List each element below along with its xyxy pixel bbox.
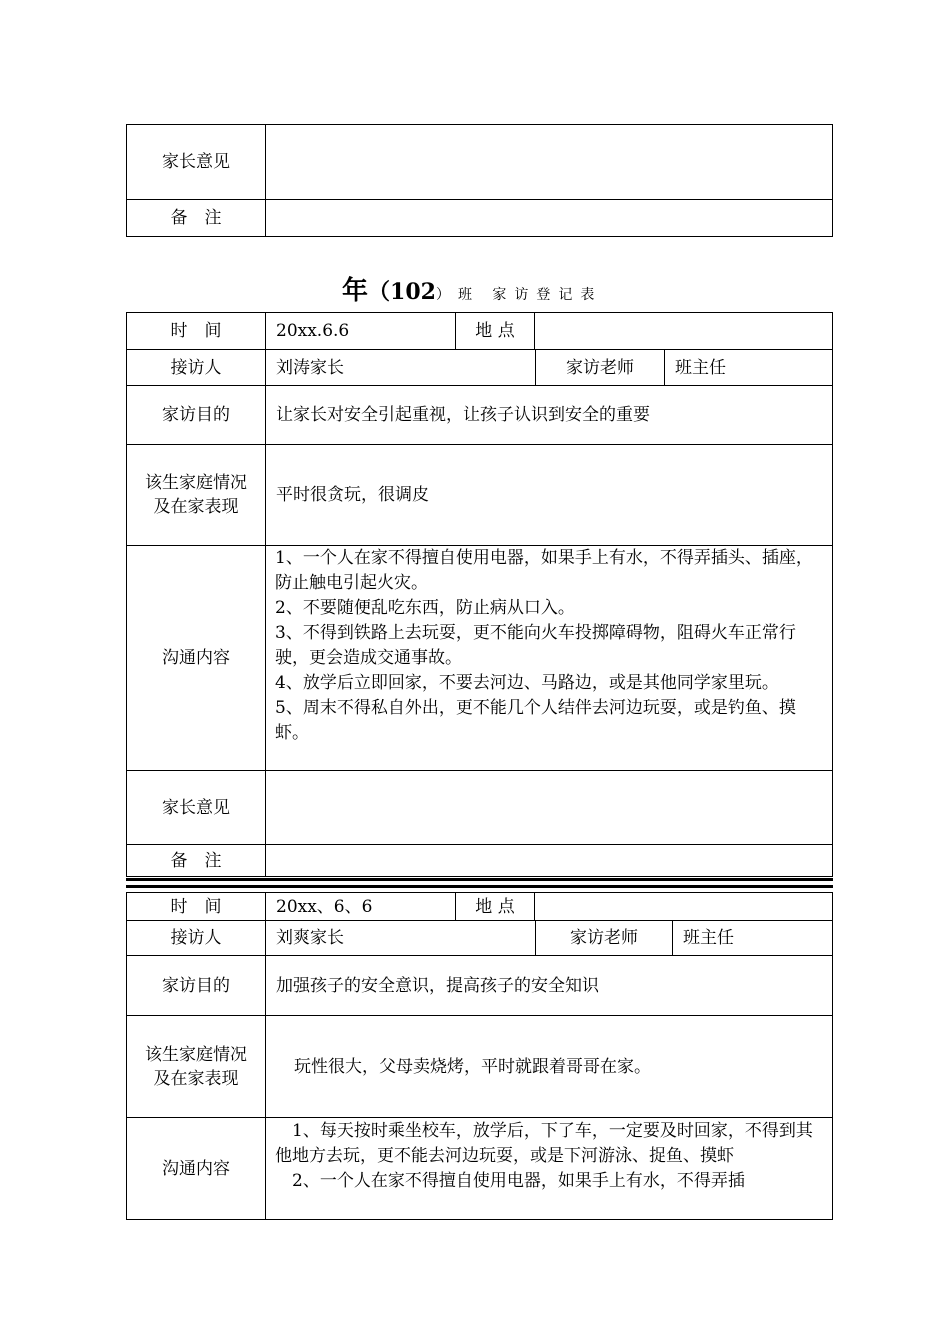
communication-item: 2、一个人在家不得擅自使用电器，如果手上有水，不得弄插 <box>292 1171 745 1191</box>
visitor-value: 刘涛家长 <box>276 357 344 378</box>
place-value <box>535 313 835 349</box>
remarks-value <box>266 845 836 876</box>
communication-item: 1、一个人在家不得擅自使用电器，如果手上有水，不得弄插头、插座，防止触电引起火灾。 <box>275 548 813 593</box>
remarks-label: 备 注 <box>170 208 222 228</box>
title-class-number: 102 <box>390 279 436 305</box>
title-rest: 班 家访登记表 <box>457 287 603 303</box>
time-value: 20xx、6、6 <box>276 896 373 917</box>
parent-opinion-label: 家长意见 <box>162 797 230 818</box>
place-label: 地 点 <box>475 321 515 341</box>
parent-opinion-value <box>266 771 836 844</box>
double-separator <box>126 878 833 881</box>
place-value <box>535 893 835 920</box>
time-label: 时 间 <box>170 896 222 917</box>
communication-item: 1、每天按时乘坐校车，放学后，下了车，一定要及时回家，不得到其他地方去玩，更不能去河边玩耍，或是下河游泳、捉鱼、摸虾 <box>275 1121 813 1166</box>
family-label <box>127 1016 265 1117</box>
communication-item: 5、周末不得私自外出，更不能几个人结伴去河边玩耍，或是钓鱼、摸虾。 <box>275 698 796 743</box>
communication-content <box>275 546 827 746</box>
title-year: 年 <box>342 276 369 306</box>
visit-record-table-1 <box>126 312 833 877</box>
family-label-line1: 该生家庭情况 <box>145 1044 247 1065</box>
time-label: 时 间 <box>170 321 222 341</box>
communication-content <box>275 1119 827 1219</box>
teacher-value: 班主任 <box>675 357 726 378</box>
title-paren-open: （ <box>368 279 391 305</box>
family-label <box>127 445 265 545</box>
teacher-label: 家访老师 <box>566 357 634 378</box>
family-label-line2: 及在家表现 <box>153 1068 239 1089</box>
purpose-label: 家访目的 <box>162 975 230 996</box>
table-top-fragment <box>126 124 833 237</box>
visit-record-table-2 <box>126 892 833 1220</box>
purpose-value: 加强孩子的安全意识，提高孩子的安全知识 <box>276 975 599 996</box>
family-label-line1: 该生家庭情况 <box>145 473 247 493</box>
teacher-label: 家访老师 <box>570 928 638 948</box>
visitor-value: 刘爽家长 <box>276 928 344 948</box>
communication-item: 3、不得到铁路上去玩耍，更不能向火车投掷障碍物，阻碍火车正常行驶，更会造成交通事故。 <box>275 623 796 668</box>
form-title <box>342 270 602 307</box>
parent-opinion-value <box>266 125 836 199</box>
purpose-label: 家访目的 <box>162 405 230 425</box>
communication-label: 沟通内容 <box>162 1158 230 1179</box>
communication-label: 沟通内容 <box>162 648 230 668</box>
family-label-line2: 及在家表现 <box>153 497 239 517</box>
double-separator <box>126 885 833 888</box>
time-value: 20xx.6.6 <box>276 321 350 341</box>
place-label: 地 点 <box>475 896 515 917</box>
visitor-label: 接访人 <box>170 928 222 948</box>
remarks-value <box>266 200 836 236</box>
teacher-value: 班主任 <box>683 928 734 948</box>
parent-opinion-label: 家长意见 <box>162 152 230 172</box>
family-value: 玩性很大，父母卖烧烤，平时就跟着哥哥在家。 <box>294 1056 651 1077</box>
communication-item: 4、放学后立即回家，不要去河边、马路边，或是其他同学家里玩。 <box>275 673 779 693</box>
title-paren-close: ） <box>435 287 458 303</box>
purpose-value: 让家长对安全引起重视，让孩子认识到安全的重要 <box>276 405 650 425</box>
family-value: 平时很贪玩，很调皮 <box>276 485 429 505</box>
communication-item: 2、不要随便乱吃东西，防止病从口入。 <box>275 598 575 618</box>
remarks-label: 备 注 <box>170 850 222 871</box>
visitor-label: 接访人 <box>170 357 222 378</box>
